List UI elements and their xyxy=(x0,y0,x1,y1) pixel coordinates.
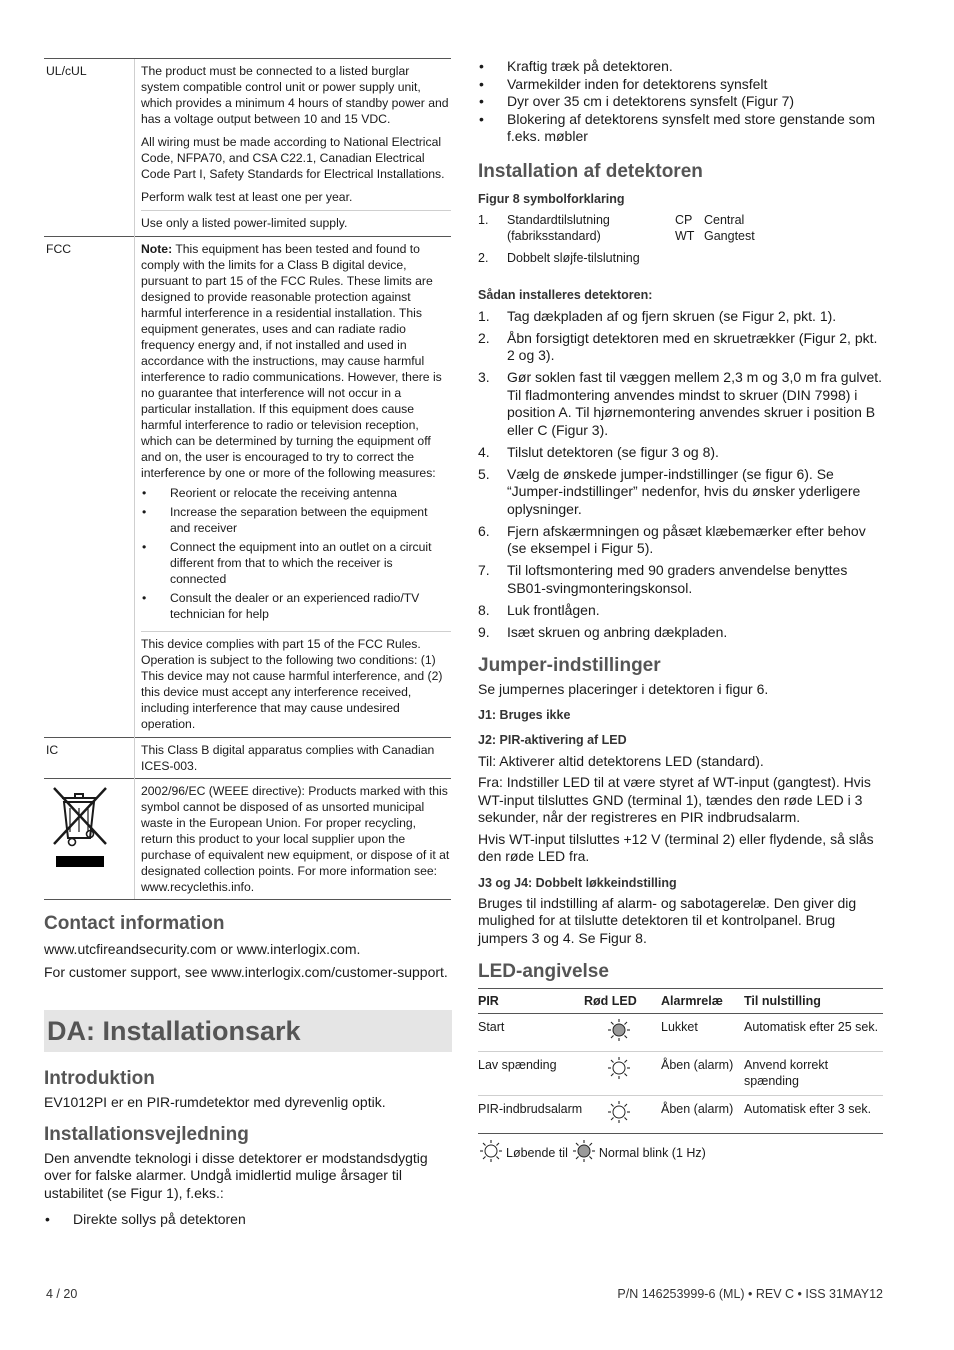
led-blink-normal-icon xyxy=(571,1140,597,1162)
led-col-reset: Til nulstilling xyxy=(744,989,883,1014)
compliance-row-ic xyxy=(44,738,451,779)
led-continuous-icon xyxy=(606,1057,632,1079)
led-continuous-icon xyxy=(478,1140,504,1162)
list-item: • Consult the dealer or an experienced radio/TV technician for help xyxy=(141,590,451,622)
weee-crossed-bin-icon xyxy=(48,784,110,872)
table-row xyxy=(478,1014,883,1052)
list-item: 2. Åbn forsigtigt detektoren med en skruetrækker (Figur 2, pkt. 2 og 3). xyxy=(478,329,878,363)
legend-num: 1. xyxy=(478,212,489,227)
ul-text-3: Perform walk test at least one per year. xyxy=(141,190,353,204)
figure-legend xyxy=(478,212,883,266)
jumper-j2-fra: Fra: Indstiller LED til at være styret af WT-input (gangtest). Hvis WT-input tilsluttes GND (terminal 1), tændes den røde LED i 3 sekunder, når der registreres en PIR indbrudsalarm. xyxy=(478,774,871,825)
left-column xyxy=(44,58,451,1229)
list-item: • Kraftig træk på detektoren. xyxy=(478,58,883,76)
contact-heading: Contact information xyxy=(44,913,225,934)
jumper-heading: Jumper-indstillinger xyxy=(478,655,661,676)
list-item: • Reorient or relocate the receiving antenna xyxy=(141,485,451,501)
install-heading: Installation af detektoren xyxy=(478,160,703,182)
led-legend xyxy=(478,1140,883,1162)
ul-text-4: Use only a listed power-limited supply. xyxy=(141,216,348,230)
compliance-row-ul xyxy=(44,59,451,237)
guide-bullets-right xyxy=(478,58,883,146)
led-cell-pir: Lav spænding xyxy=(478,1052,584,1096)
steps-title: Sådan installeres detektoren: xyxy=(478,287,653,302)
list-item: 1. Tag dækpladen af og fjern skruen (se Figur 2, pkt. 1). xyxy=(478,307,837,324)
section-banner: DA: Installationsark xyxy=(44,1010,452,1052)
list-item: 4. Tilslut detektoren (se figur 3 og 8). xyxy=(478,443,719,460)
figure-legend-title: Figur 8 symbolforklaring xyxy=(478,191,625,206)
intro-heading: Introduktion xyxy=(44,1068,155,1089)
list-item: • Blokering af detektorens synsfelt med store genstande som f.eks. møbler xyxy=(478,111,883,146)
jumper-j2-hvis: Hvis WT-input tilsluttes +12 V (terminal 2) eller flydende, så slås den røde LED fra. xyxy=(478,830,874,864)
led-col-pir: PIR xyxy=(478,989,584,1014)
contact-line-2: For customer support, see www.interlogix.com/customer-support. xyxy=(44,963,448,980)
list-item: • Connect the equipment into an outlet on a circuit different from that to which the receiver is connected xyxy=(141,539,451,587)
legend-code: CP xyxy=(675,212,693,227)
compliance-row-weee xyxy=(44,779,451,900)
legend-code-text: Central xyxy=(704,212,745,227)
install-steps xyxy=(478,308,883,642)
led-cell-relay: Åben (alarm) xyxy=(661,1052,744,1096)
page-number: 4 / 20 xyxy=(46,1287,78,1301)
contact-line-1: www.utcfireandsecurity.com or www.interlogix.com. xyxy=(44,941,361,957)
jumper-j2: J2: PIR-aktivering af LED xyxy=(478,732,627,747)
jumper-j1: J1: Bruges ikke xyxy=(478,707,571,722)
list-item: • Direkte sollys på detektoren xyxy=(44,1211,451,1229)
fcc-measures-list xyxy=(141,485,451,622)
led-table xyxy=(478,988,883,1134)
list-item: 3. Gør soklen fast til væggen mellem 2,3 m og 3,0 m fra gulvet. Til fladmontering anvendes mindst to skruer (DIN 7998) i position A. Til hjørnemontering anvendes skruer i position B eller C (Figur 3). xyxy=(478,369,883,438)
list-item: 8. Luk frontlågen. xyxy=(478,601,600,618)
led-cell-relay: Lukket xyxy=(661,1014,744,1052)
legend-num: 2. xyxy=(478,250,489,265)
guide-bullets-left xyxy=(44,1211,451,1229)
list-item: • Increase the separation between the equipment and receiver xyxy=(141,504,451,536)
compliance-label-ul: UL/cUL xyxy=(44,59,135,237)
guide-heading: Installationsvejledning xyxy=(44,1123,249,1145)
ic-text: This Class B digital apparatus complies with Canadian ICES-003. xyxy=(141,743,435,773)
jumper-j34-text: Bruges til indstilling af alarm- og sabotagerelæ. Den giver dig mulighed for at tilslutte detektoren til et kontrolpanel. Brug jumpers 3 og 4. Se Figur 8. xyxy=(478,894,857,946)
weee-text: 2002/96/EC (WEEE directive): Products marked with this symbol cannot be disposed of as unsorted municipal waste in the European Union. For proper recycling, return this product to your local supplier upon the purchase of equivalent new equipment, or dispose of it at designated collection points. For more information see: www.recyclethis.info. xyxy=(141,784,450,894)
led-col-red-led: Rød LED xyxy=(584,989,661,1014)
compliance-row-fcc xyxy=(44,237,451,738)
led-heading: LED-angivelse xyxy=(478,961,609,982)
legend-code-text: Gangtest xyxy=(704,228,755,243)
led-col-relay: Alarmrelæ xyxy=(661,989,744,1014)
legend-text: Dobbelt sløjfe-tilslutning xyxy=(507,250,640,265)
compliance-label-fcc: FCC xyxy=(44,237,135,738)
jumper-intro: Se jumpernes placeringer i detektoren i figur 6. xyxy=(478,681,769,697)
fcc-note-label: Note: xyxy=(141,242,173,256)
list-item: 5. Vælg de ønskede jumper-indstillinger (se figur 6). Se “Jumper-indstillinger” nedenfor, hvis du ønsker yderligere oplysninger. xyxy=(478,465,861,517)
led-cell-relay: Åben (alarm) xyxy=(661,1096,744,1134)
list-item: 7. Til loftsmontering med 90 graders anvendelse benyttes SB01-svingmonteringskonsol. xyxy=(478,562,848,596)
led-cell-pir: Start xyxy=(478,1014,584,1052)
legend-text: Standardtilslutning (fabriksstandard) xyxy=(507,212,610,243)
list-item: 9. Isæt skruen og anbring dækpladen. xyxy=(478,623,728,640)
list-item: • Varmekilder inden for detektorens synsfelt xyxy=(478,76,883,94)
ul-text-1: The product must be connected to a listed burglar system compatible control unit or power supply unit, which provides a minimum 4 hours of standby power and has a voltage output between 10 and 15 VDC. xyxy=(141,64,449,126)
legend-code: WT xyxy=(675,228,695,243)
led-blink-normal-icon xyxy=(606,1019,632,1041)
led-cell-reset: Automatisk efter 25 sek. xyxy=(744,1014,883,1052)
guide-text: Den anvendte teknologi i disse detektorer er modstandsdygtig over for falske alarmer. Undgå imidlertid mulige årsager til ustabilitet (se Figur 1), f.eks.: xyxy=(44,1149,428,1201)
compliance-table xyxy=(44,58,451,900)
jumper-j34: J3 og J4: Dobbelt løkkeindstilling xyxy=(478,875,677,890)
right-column xyxy=(478,58,883,1162)
ul-text-2: All wiring must be made according to National Electrical Code, NFPA70, and CSA C22.1, Canadian Electrical Code Part I, Safety Standards for Electrical Installations. xyxy=(141,135,445,181)
intro-text: EV1012PI er en PIR-rumdetektor med dyrevenlig optik. xyxy=(44,1094,386,1110)
part-number: P/N 146253999-6 (ML) • REV C • ISS 31MAY12 xyxy=(617,1287,883,1301)
jumper-j2-til: Til: Aktiverer altid detektorens LED (standard). xyxy=(478,752,764,769)
legend-continuous-label: Løbende til xyxy=(506,1146,568,1160)
compliance-label-ic: IC xyxy=(44,738,135,779)
fcc-part15-text: This device complies with part 15 of the FCC Rules. Operation is subject to the following two conditions: (1) This device may not cause harmful interference, and (2) this device must accept any interference received, including interference that may cause undesired operation. xyxy=(141,637,443,731)
fcc-note xyxy=(141,241,451,481)
led-continuous-icon xyxy=(606,1101,632,1123)
fcc-note-text: This equipment has been tested and found to comply with the limits for a Class B digital device, pursuant to part 15 of the FCC Rules. These limits are designed to provide reasonable protection against harmful interference in a residential installation. This equipment generates, uses and can radiate radio frequency energy and, if not installed and used in accordance with the instructions, may cause harmful interference to radio communications. However, there is no guarantee that interference will not occur in a particular installation. If this equipment does cause harmful interference to radio or television reception, which can be determined by turning the equipment off and on, the user is encouraged to try to correct the interference by one or more of the following measures: xyxy=(141,242,442,480)
table-row xyxy=(478,1052,883,1096)
led-cell-reset: Anvend korrekt spænding xyxy=(744,1052,883,1096)
list-item: • Dyr over 35 cm i detektorens synsfelt (Figur 7) xyxy=(478,93,883,111)
list-item: 6. Fjern afskærmningen og påsæt klæbemærker efter behov (se eksempel i Figur 5). xyxy=(478,522,866,556)
table-row xyxy=(478,1096,883,1134)
legend-blink-label: Normal blink (1 Hz) xyxy=(598,1146,706,1160)
led-cell-pir: PIR-indbrudsalarm xyxy=(478,1096,584,1134)
led-cell-reset: Automatisk efter 3 sek. xyxy=(744,1096,883,1134)
